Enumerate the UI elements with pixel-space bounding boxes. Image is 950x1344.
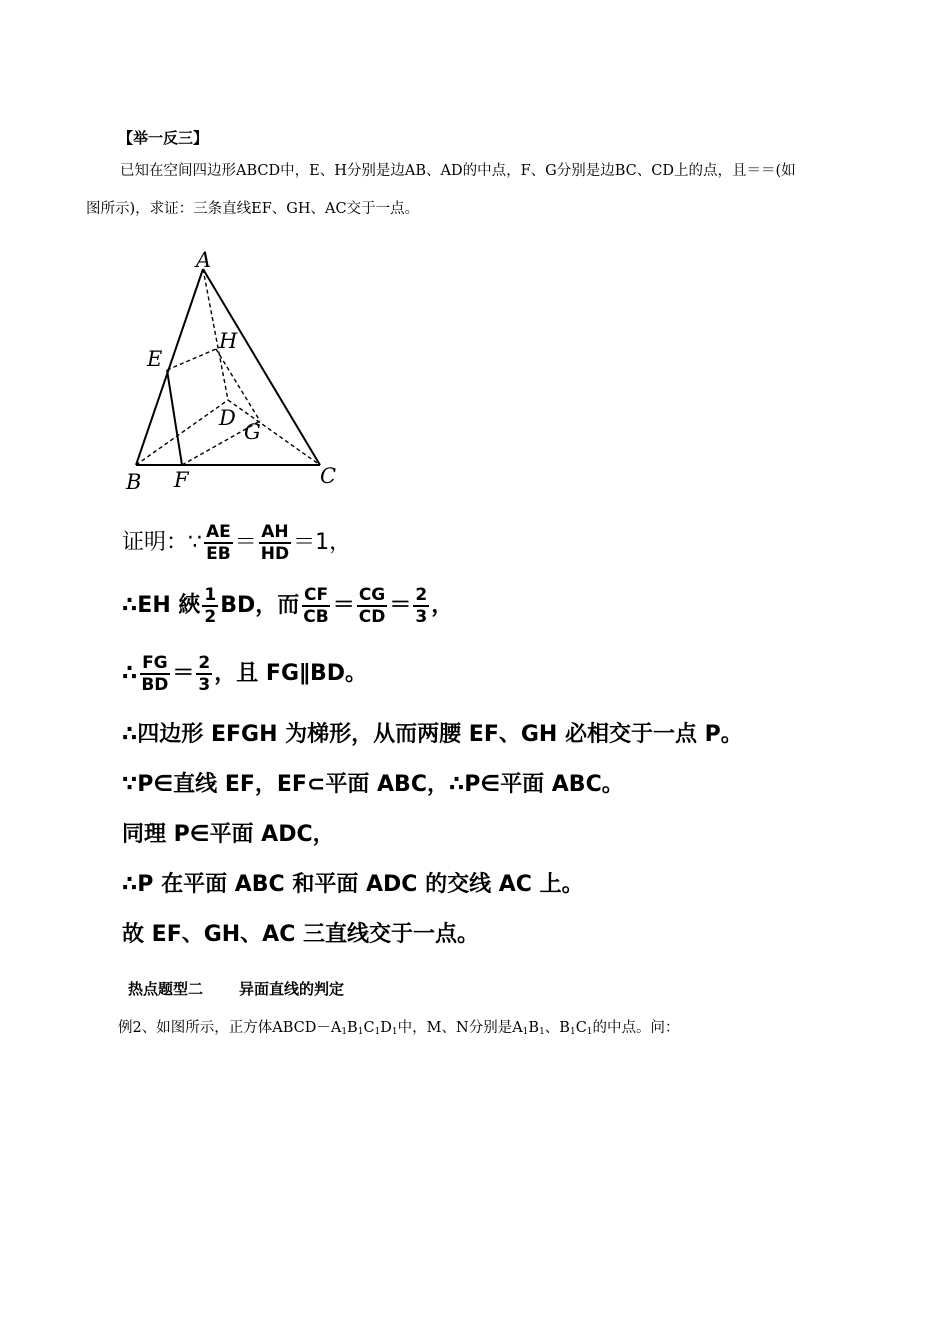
- proof-line-3: ∴ $\frac{FG}{BD}$ ＝ $\frac{2}{3}$ ，且 FG∥BD。: [122, 653, 368, 695]
- fraction-cf-cb: $\frac{CF}{CB}$: [303, 585, 329, 627]
- proof-line-2: ∴EH 綊 $\frac{1}{2}$ BD，而 $\frac{CF}{CB}$ ＝ $\frac{CG}{CD}$ ＝ $\frac{2}{3}$ ，: [122, 585, 454, 627]
- proof-line-7: ∴P 在平面 ABC 和平面 ADC 的交线 AC 上。: [122, 872, 584, 897]
- label-D: D: [219, 406, 236, 430]
- fraction-cg-cd: $\frac{CG}{CD}$: [358, 585, 386, 627]
- fraction-ah-hd: $\frac{AH}{HD}$: [260, 522, 290, 564]
- problem-line-1: 已知在空间四边形ABCD中，E、H分别是边AB、AD的中点，F、G分别是边BC、CD上的点，且＝＝(如: [120, 163, 796, 179]
- example-2-statement: 例2、如图所示，正方体$ABCD-A_1B_1C_1D_1$中，M、N分别是$A_1B_1$、$B_1C_1$的中点。问：: [118, 1020, 680, 1037]
- label-E: E: [147, 347, 163, 371]
- proof-line-4: ∴四边形 EFGH 为梯形，从而两腰 EF、GH 必相交于一点 P。: [122, 722, 743, 747]
- tetrahedron-figure: [120, 245, 350, 495]
- proof-line-8: 故 EF、GH、AC 三直线交于一点。: [122, 922, 480, 947]
- label-H: H: [219, 329, 238, 353]
- edge-AC: [203, 269, 320, 465]
- fraction-fg-bd: $\frac{FG}{BD}$: [141, 653, 169, 695]
- section-heading: 【举一反三】: [118, 129, 209, 147]
- edge-BD: [136, 400, 228, 465]
- label-A: A: [196, 248, 212, 272]
- fraction-ae-eb: $\frac{AE}{EB}$: [206, 522, 231, 564]
- proof-line-5: ∵P∈直线 EF，EF⊂平面 ABC，∴P∈平面 ABC。: [122, 772, 624, 797]
- edge-DC: [228, 400, 320, 465]
- segment-EF: [167, 370, 182, 465]
- fraction-two-thirds-b: $\frac{2}{3}$: [198, 653, 211, 695]
- section-title: 热点题型二 异面直线的判定: [128, 980, 345, 998]
- proof-line-6: 同理 P∈平面 ADC，: [122, 822, 335, 847]
- problem-statement: [86, 152, 866, 228]
- label-B: B: [126, 470, 142, 494]
- label-G: G: [244, 420, 261, 444]
- label-C: C: [320, 464, 337, 488]
- proof-line-1: 证明：∵ $\frac{AE}{EB}$ ＝ $\frac{AH}{HD}$ ＝1，: [122, 522, 352, 564]
- fraction-one-half: $\frac{1}{2}$: [204, 585, 217, 627]
- label-F: F: [174, 468, 189, 492]
- fraction-two-thirds: $\frac{2}{3}$: [415, 585, 428, 627]
- problem-line-2: 图所示)，求证：三条直线EF、GH、AC交于一点。: [86, 201, 420, 217]
